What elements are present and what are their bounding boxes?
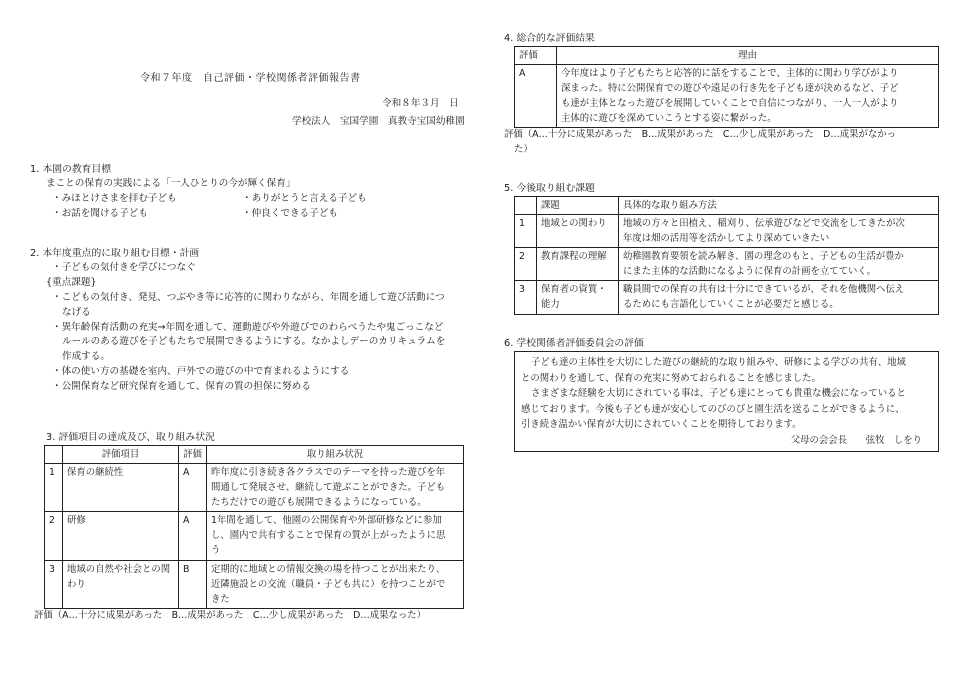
reason-line: 今年度はより子どもたちと応答的に話をすることで、主体的に関わり学びがより — [561, 68, 899, 80]
section-future-tasks — [504, 181, 944, 315]
comment-line: 感じております。今後も子ども達が安心してのびのびと園生活を送ることができるように、 — [521, 403, 905, 415]
table-header-cell — [45, 446, 63, 464]
goal-item: ・仲良くできる子ども — [242, 207, 338, 219]
focus-point: ・公開保育など研究保育を通して、保育の質の担保に努める — [52, 381, 311, 393]
comment-line: との関わりを通して、保育の充実に努めておられることを感じました。 — [521, 372, 821, 384]
row-status — [207, 560, 464, 608]
tasks-table — [514, 196, 939, 314]
section-committee-evaluation — [504, 336, 944, 452]
status-line: 間通して発展させ、継続して遊ぶことができた。子ども — [211, 482, 446, 494]
reason-line: 主体的に遊びを深めていこうとする姿に繋がった。 — [561, 113, 777, 125]
table-header-cell: 取り組み状況 — [207, 446, 464, 464]
row-grade: A — [179, 464, 207, 512]
signature: 父母の会会長 弦牧 しをり — [790, 434, 922, 446]
method-line: 幼稚園教育要領を読み解き、園の理念のもと、子どもの生活が豊か — [623, 251, 904, 263]
row-grade: B — [179, 560, 207, 608]
section2-heading: 2. 本年度重点的に取り組む目標・計画 — [30, 248, 200, 259]
table-header-row — [515, 47, 939, 65]
left-page — [30, 0, 470, 679]
table-header-cell: 理由 — [557, 47, 939, 65]
row-item: 研修 — [63, 512, 179, 560]
focus-point: ・異年齢保育活動の充実→年間を通して、運動遊びや外遊びでのわらべうたや鬼ごっこなど — [52, 321, 444, 333]
table-header-row — [515, 197, 939, 215]
section1-heading: 1. 本園の教育目標 — [30, 164, 112, 175]
section6-heading: 6. 学校関係者評価委員会の評価 — [504, 338, 644, 349]
education-motto: まことの保育の実践による「一人ひとりの今が輝く保育」 — [46, 178, 296, 190]
table-row — [515, 281, 939, 314]
overall-table — [514, 46, 939, 128]
section-evaluation-items — [30, 430, 470, 623]
focus-point: ・体の使い方の基礎を室内、戸外での遊びの中で育まれるようにする — [52, 366, 350, 378]
comment-line: 子ども達の主体性を大切にした遊びの継続的な取り組みや、研修による学びの共有、地域 — [531, 357, 906, 369]
focus-point: 作成する。 — [62, 351, 110, 363]
comment-line: さまざまな経験を大切にされている事は、子ども達にとっても貴重な機会になっていると — [531, 388, 906, 400]
overall-reason — [557, 65, 939, 128]
row-grade: A — [179, 512, 207, 560]
status-line: 昨年度に引き続き各クラスでのテーマを持った遊びを年 — [211, 467, 446, 479]
section-overall-result — [504, 31, 944, 158]
goal-item: ・ありがとうと言える子ども — [242, 193, 367, 205]
status-line: 近隣施設との交流（職員・子ども共に）を持つことがで — [211, 578, 446, 590]
comment-line: 引き続き温かい保育が大切にされていくことを期待しております。 — [521, 419, 802, 431]
section3-heading: 3. 評価項目の達成及び、取り組み状況 — [46, 432, 215, 443]
row-status — [207, 512, 464, 560]
row-number: 3 — [45, 560, 63, 608]
evaluation-legend: 評価（A…十分に成果があった B…成果があった C…少し成果があった D…成果なった） — [34, 609, 426, 621]
table-row — [45, 464, 464, 512]
row-item: 保育の継続性 — [63, 464, 179, 512]
row-number: 2 — [45, 512, 63, 560]
row-item: 地域の自然や社会との関わり — [63, 560, 179, 608]
row-task: 保育者の資質・能力 — [537, 281, 619, 314]
goal-item: ・みほとけさまを拝む子ども — [52, 193, 177, 205]
table-header-cell: 評価項目 — [63, 446, 179, 464]
overall-legend-line: 評価（A…十分に成果があった B…成果があった C…少し成果があった D…成果がなかっ — [504, 129, 896, 141]
table-row — [515, 215, 939, 248]
section-education-goals — [30, 162, 470, 222]
reason-line: も達が主体となった遊びを展開していくことで自信につながり、一人一人がより — [561, 98, 899, 110]
table-header-row — [45, 446, 464, 464]
evaluation-table — [44, 445, 464, 608]
table-row — [515, 65, 939, 128]
row-number: 1 — [515, 215, 537, 248]
focus-point: ルールのある遊びを子どもたちで展開できるようにする。なかよしデーのカリキュラムを — [62, 336, 446, 348]
row-number: 1 — [45, 464, 63, 512]
method-line: るためにも言語化していくことが必要だと感じる。 — [623, 299, 839, 311]
focus-point: ・こどもの気付き、発見、つぶやき等に応答的に関わりながら、年間を通して遊び活動につ — [52, 291, 445, 303]
section4-heading: 4. 総合的な評価結果 — [504, 33, 595, 44]
table-header-cell: 評価 — [515, 47, 557, 65]
table-header-cell — [515, 197, 537, 215]
status-line: 1年間を通して、他園の公開保育や外部研修などに参加 — [211, 515, 442, 527]
goal-item: ・お話を聞ける子ども — [52, 207, 148, 219]
section-focus-plan — [30, 246, 470, 395]
row-method — [619, 281, 939, 314]
school-name: 学校法人 宝国学園 真教寺宝国幼稚園 — [292, 116, 465, 127]
table-row — [45, 512, 464, 560]
row-task: 地域との関わり — [537, 215, 619, 248]
method-line: 職員間での保育の共有は十分にできているが、それを他機関へ伝え — [623, 284, 905, 296]
row-method — [619, 248, 939, 281]
table-header-cell: 課題 — [537, 197, 619, 215]
status-line: 定期的に地域との情報交換の場を持つことが出来たり、 — [211, 563, 446, 575]
right-page — [504, 0, 944, 679]
row-task: 教育課程の理解 — [537, 248, 619, 281]
table-row — [45, 560, 464, 608]
overall-legend-line: た） — [514, 143, 533, 155]
table-header-cell: 評価 — [179, 446, 207, 464]
goal-list — [30, 192, 470, 222]
page-title: 令和７年度 自己評価・学校関係者評価報告書 — [140, 73, 361, 84]
method-line: 年度は畑の活用等を活かしてより深めていきたい — [623, 233, 830, 245]
table-row — [515, 248, 939, 281]
status-line: う — [211, 545, 221, 557]
focus-subheading: {重点課題} — [46, 277, 97, 289]
table-header-cell: 具体的な取り組み方法 — [619, 197, 939, 215]
section5-heading: 5. 今後取り組む課題 — [504, 183, 595, 194]
status-line: きた — [211, 593, 230, 605]
main-goal: ・子どもの気付きを学びにつなぐ — [52, 262, 196, 274]
status-line: し、園内で共有することで保育の質が上がったように思 — [211, 530, 446, 542]
method-line: 地域の方々と田植え、稲刈り、伝承遊びなどで交流をしてきたが次 — [623, 218, 905, 230]
row-number: 3 — [515, 281, 537, 314]
method-line: にまた主体的な活動になるように保育の計画を立てていく。 — [623, 266, 876, 278]
row-method — [619, 215, 939, 248]
report-date: 令和８年３月 日 — [382, 98, 459, 109]
committee-comment-box — [514, 351, 939, 452]
status-line: たちだけでの遊びも展開できるようになっている。 — [211, 497, 427, 509]
reason-line: 深まった。特に公開保育での遊びや遠足の行き先を子ども達が決めるなど、子ど — [561, 83, 899, 95]
overall-grade: A — [515, 65, 557, 128]
row-status — [207, 464, 464, 512]
row-number: 2 — [515, 248, 537, 281]
focus-point: なげる — [62, 306, 91, 318]
